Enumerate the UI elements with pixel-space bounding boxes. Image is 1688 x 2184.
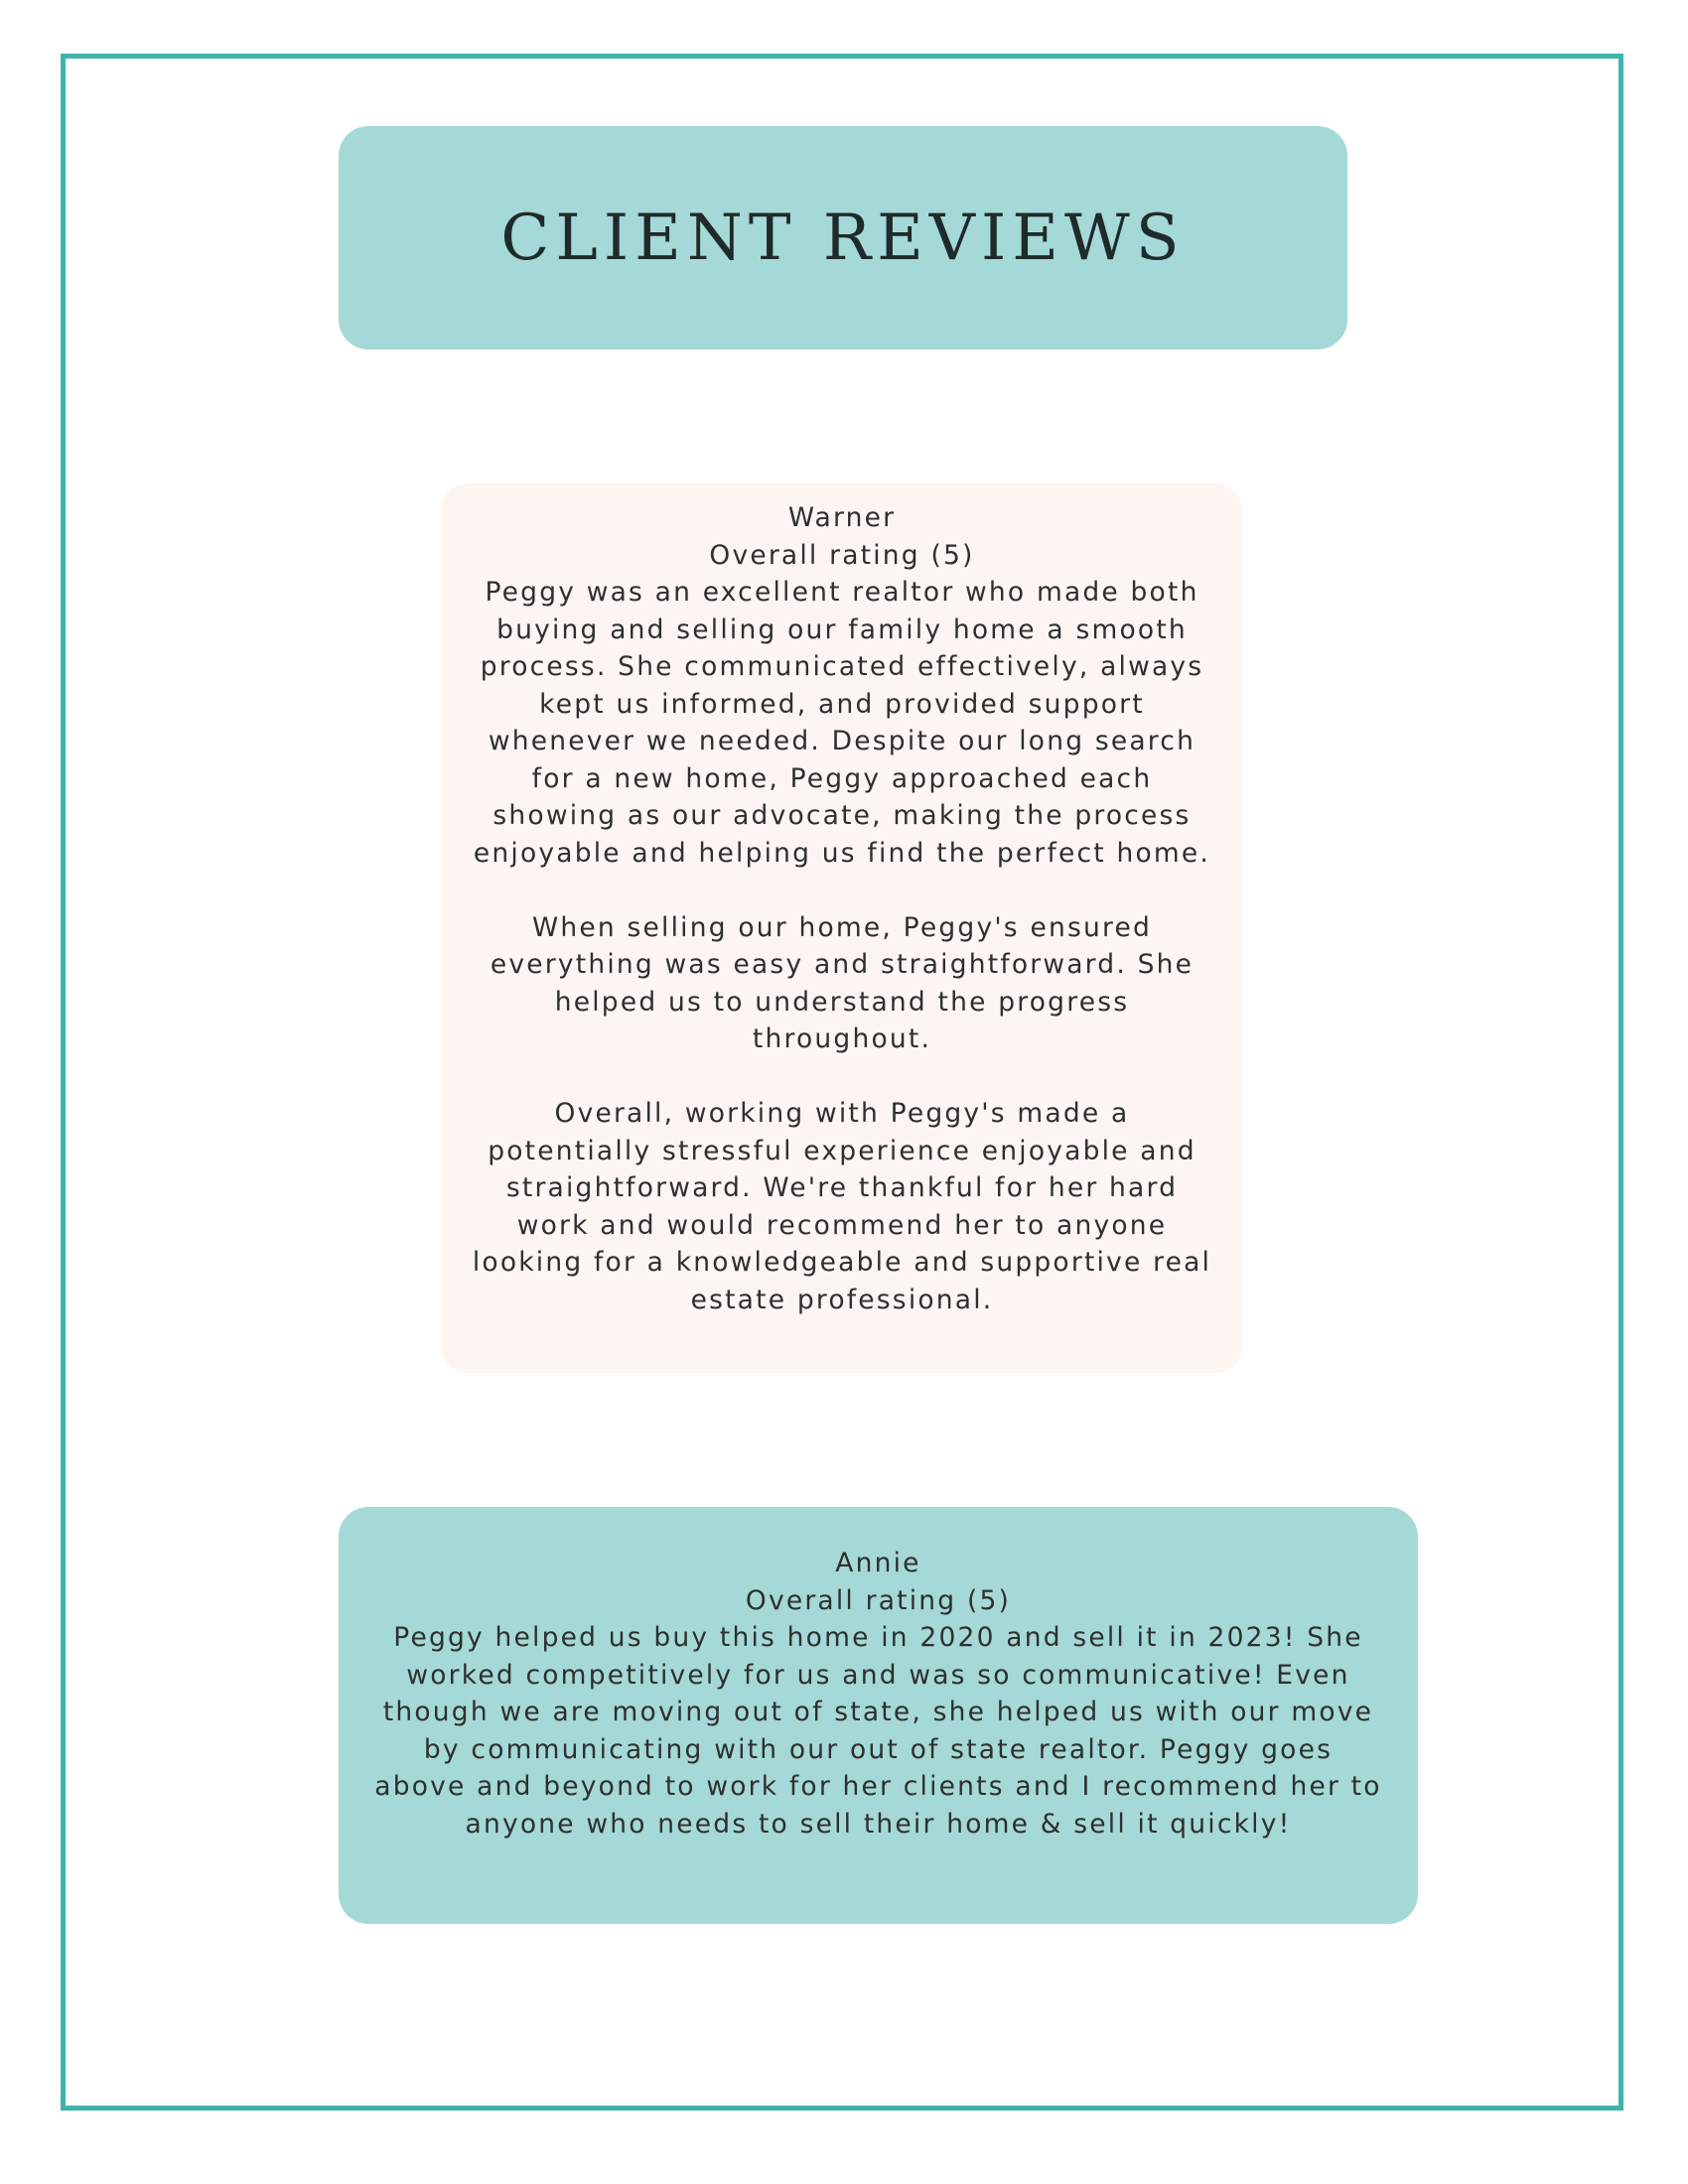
review-paragraph: Peggy was an excellent realtor who made both buying and selling our family home a smooth process. She communicated effectively, always kept us informed, and provided support whenever we needed. Despite our long search for a new home, Peggy approached each showing as our advocate, making the process enjoyable and helping us find the perfect home. xyxy=(473,577,1211,869)
review-paragraph: Overall, working with Peggy's made a potentially stressful experience enjoyable and straightforward. We're thankful for her hard work and would recommend her to anyone looking for a knowledgeable and supportive real estate professional. xyxy=(472,1098,1212,1315)
paragraph-spacer xyxy=(472,1058,1212,1096)
paragraph-spacer xyxy=(472,872,1212,909)
reviewer-name: Annie xyxy=(835,1548,921,1578)
review-rating: Overall rating (5) xyxy=(745,1584,1012,1616)
review-rating: Overall rating (5) xyxy=(709,539,975,571)
review-paragraph: When selling our home, Peggy's ensured everything was easy and straightforward. She helped us to understand the progress throughout. xyxy=(490,911,1195,1054)
page-title: CLIENT REVIEWS xyxy=(500,201,1186,275)
reviewer-name: Warner xyxy=(787,502,897,533)
review-paragraph: Peggy helped us buy this home in 2020 and sell it in 2023! She worked competitively for us and was so communicative! Even though we are moving out of state, she helped us with our move by communicating with our out of state realtor. Peggy goes above and beyond to work for her clients and I recommend her to anyone who needs to sell their home & sell it quickly! xyxy=(374,1622,1382,1840)
review-card-warner xyxy=(442,483,1242,1373)
title-banner xyxy=(339,126,1347,349)
review-card-annie xyxy=(339,1507,1418,1924)
